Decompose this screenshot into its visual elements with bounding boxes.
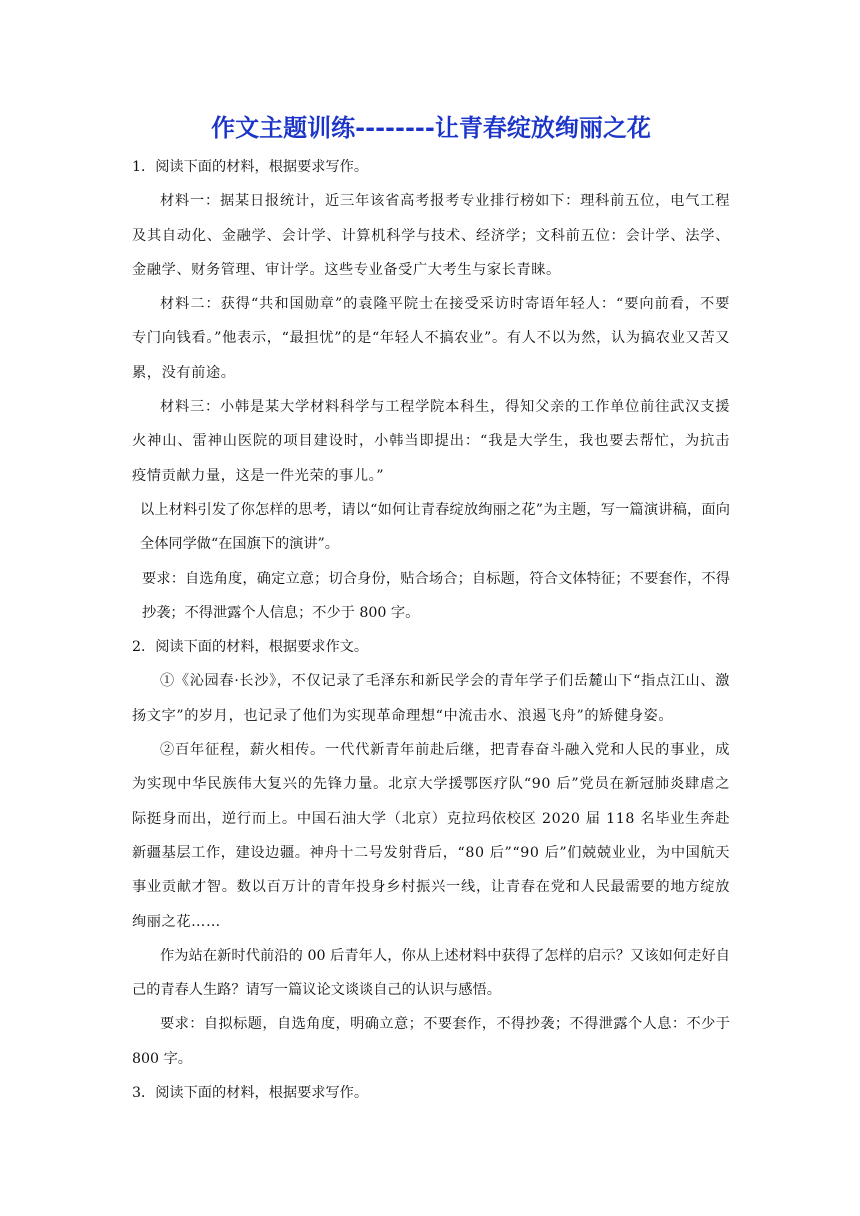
question-2-task: 作为站在新时代前沿的 00 后青年人，你从上述材料中获得了怎样的启示？又该如何走好自己的青春人生路？请写一篇议论文谈谈自己的认识与感悟。: [132, 947, 730, 999]
question-1-heading: 1．阅读下面的材料，根据要求写作。: [132, 159, 369, 175]
question-3-heading: 3．阅读下面的材料，根据要求写作。: [132, 1085, 369, 1102]
document-page: [132, 108, 730, 1110]
question-1-material-1: 材料一：据某日报统计，近三年该省高考报考专业排行榜如下：理科前五位，电气工程及其自动化、金融学、会计学、计算机科学与技术、经济学；文科前五位：会计学、法学、金融学、财务管理、审计学。这些专业备受广大考生与家长青睐。: [132, 193, 730, 278]
question-2-requirements: 要求：自拟标题，自选角度，明确立意；不要套作，不得抄袭；不得泄露个人息：不少于 800 字。: [132, 1016, 730, 1067]
question-1-requirements: 要求：自选角度，确定立意；切合身份，贴合场合；自标题，符合文体特征；不要套作，不得抄袭；不得泄露个人信息；不少于 800 字。: [142, 570, 730, 621]
question-2-heading: 2．阅读下面的材料，根据要求作文。: [132, 639, 369, 656]
question-1-material-2: 材料二：获得“共和国勋章”的袁隆平院士在接受采访时寄语年轻人：“要向前看，不要专门向钱看。”他表示，“最担忧”的是“年轻人不搞农业”。有人不以为然，认为搞农业又苦又累，没有前途。: [132, 296, 730, 381]
question-1-material-3: 材料三：小韩是某大学材料科学与工程学院本科生，得知父亲的工作单位前往武汉支援火神山、雷神山医院的项目建设时，小韩当即提出：“我是大学生，我也要去帮忙，为抗击疫情贡献力量，这是一件光荣的事儿。”: [132, 399, 730, 484]
page-title: 作文主题训练--------让青春绽放绚丽之花: [211, 114, 651, 142]
question-2-material-2: ②百年征程，薪火相传。一代代新青年前赴后继，把青春奋斗融入党和人民的事业，成为实现中华民族伟大复兴的先锋力量。北京大学援鄂医疗队“90 后”党员在新冠肺炎肆虐之际挺身而出，逆行而上。中国石油大学（北京）克拉玛依校区 2020 届 118 名毕业生奔赴新疆基层工作，建设边疆。神舟十二号发射背后，“80 后”“90 后”们兢兢业业，为中国航天事业贡献才智。数以百万计的青年投身乡村振兴一线，让青春在党和人民最需要的地方绽放绚丽之花……: [132, 742, 730, 930]
question-1-task: 以上材料引发了你怎样的思考，请以“如何让青春绽放绚丽之花”为主题，写一篇演讲稿，面向全体同学做“在国旗下的演讲”。: [140, 501, 730, 553]
question-2-material-1: ①《沁园春·长沙》，不仅记录了毛泽东和新民学会的青年学子们岳麓山下“指点江山、激扬文字”的岁月，也记录了他们为实现革命理想“中流击水、浪遏飞舟”的矫健身姿。: [132, 673, 730, 724]
